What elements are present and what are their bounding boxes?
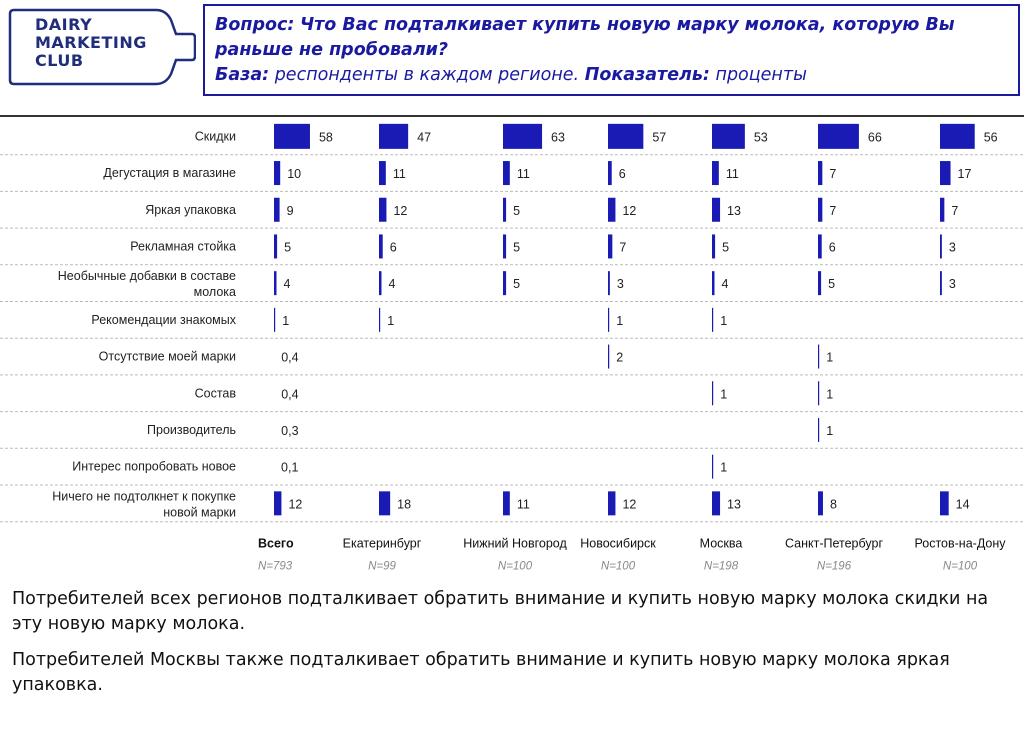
bar — [379, 161, 386, 185]
metric-label: Показатель: — [584, 65, 710, 85]
series-header: Новосибирск — [580, 536, 656, 551]
data-label: 11 — [392, 167, 406, 182]
base-line — [215, 63, 1008, 88]
data-label: 5 — [513, 277, 521, 292]
data-label: 13 — [727, 497, 741, 512]
bar — [274, 198, 280, 222]
bar — [608, 308, 609, 332]
data-label: 14 — [955, 497, 970, 512]
data-label: 13 — [727, 203, 741, 218]
question-label: Вопрос: — [215, 15, 295, 35]
bar — [940, 234, 942, 258]
data-label: 56 — [983, 130, 998, 145]
data-label: 7 — [951, 203, 959, 218]
bar — [818, 271, 821, 295]
data-label: 6 — [389, 240, 397, 255]
data-label: 4 — [721, 277, 729, 292]
series-header: Санкт-Петербург — [784, 536, 884, 551]
data-label: 63 — [551, 130, 565, 145]
data-label: 12 — [288, 497, 303, 512]
bar — [818, 124, 859, 149]
base-text: респонденты в каждом регионе. — [274, 65, 580, 85]
series-n-label: N=100 — [942, 560, 978, 573]
data-label: 0,4 — [281, 387, 299, 402]
question-line — [215, 13, 1008, 63]
data-label: 57 — [652, 130, 667, 145]
data-label: 5 — [828, 277, 836, 292]
metric-text: проценты — [715, 65, 807, 85]
category-label: Рекламная стойка — [130, 239, 236, 254]
data-label: 5 — [513, 240, 521, 255]
data-label: 1 — [720, 313, 728, 328]
bar — [274, 271, 276, 295]
logo-line-3: CLUB — [35, 51, 84, 70]
bar — [608, 124, 643, 149]
data-label: 8 — [829, 497, 837, 512]
bar — [940, 491, 949, 515]
series-n-label: N=196 — [816, 560, 852, 573]
data-label: 1 — [720, 387, 728, 402]
data-label: 1 — [616, 313, 624, 328]
bar — [608, 345, 609, 369]
category-label: Отсутствие моей марки — [98, 349, 236, 364]
bar — [940, 198, 944, 222]
base-label: База: — [215, 65, 270, 85]
data-label: 7 — [829, 167, 837, 182]
data-label: 5 — [513, 203, 521, 218]
footer-paragraph-1: Потребителей всех регионов подталкивает обратить внимание и купить новую марку молока скидки на эту новую марку молока. — [12, 589, 989, 634]
data-label: 3 — [616, 277, 624, 292]
bar — [379, 491, 390, 515]
data-label: 3 — [948, 240, 956, 255]
bar — [712, 161, 719, 185]
data-label: 1 — [387, 313, 395, 328]
data-label: 1 — [282, 313, 290, 328]
data-label: 1 — [826, 387, 834, 402]
bar — [503, 491, 510, 515]
data-label: 6 — [828, 240, 836, 255]
bar — [940, 271, 942, 295]
bar — [940, 124, 975, 149]
bar — [818, 381, 819, 405]
series-n-label: N=793 — [258, 560, 293, 573]
bar — [818, 161, 822, 185]
bar — [379, 124, 408, 149]
data-label: 7 — [829, 203, 837, 218]
bar — [379, 234, 383, 258]
bar — [274, 308, 275, 332]
data-label: 0,3 — [281, 423, 299, 438]
data-label: 4 — [283, 277, 291, 292]
data-label: 11 — [516, 497, 530, 512]
data-label: 53 — [753, 130, 768, 145]
series-header: Всего — [258, 536, 294, 551]
data-label: 7 — [619, 240, 627, 255]
bar — [503, 198, 506, 222]
bar — [818, 418, 819, 442]
bar — [379, 308, 380, 332]
bar-chart — [0, 116, 1024, 576]
bar — [818, 198, 822, 222]
data-label: 0,1 — [281, 460, 299, 475]
series-n-label: N=198 — [703, 560, 739, 573]
bar — [608, 198, 615, 222]
data-label: 1 — [826, 350, 834, 365]
bar — [379, 271, 381, 295]
category-label: Ничего не подтолкнет к покупке новой марки — [52, 489, 236, 520]
footer-paragraph-2: Потребителей Москвы также подталкивает обратить внимание и купить новую марку молока яркая упаковка. — [12, 650, 950, 695]
logo-line-1: DAIRY — [35, 15, 93, 34]
data-label: 11 — [725, 167, 739, 182]
series-n-label: N=99 — [368, 560, 396, 573]
data-label: 11 — [516, 167, 530, 182]
bar — [818, 345, 819, 369]
bar — [503, 234, 506, 258]
data-label: 9 — [286, 203, 294, 218]
bar — [608, 161, 612, 185]
bar — [503, 124, 542, 149]
data-label: 17 — [957, 167, 972, 182]
bar — [274, 234, 277, 258]
bar — [608, 271, 610, 295]
bar — [712, 308, 713, 332]
data-label: 3 — [948, 277, 956, 292]
series-header: Нижний Новгород — [463, 536, 567, 551]
data-label: 12 — [393, 203, 408, 218]
data-label: 66 — [867, 130, 882, 145]
bar — [608, 491, 615, 515]
category-label: Скидки — [194, 129, 236, 144]
question-box — [203, 4, 1020, 96]
logo-line-2: MARKETING — [35, 33, 147, 52]
bar — [712, 198, 720, 222]
bar — [274, 491, 281, 515]
series-n-label: N=100 — [497, 560, 533, 573]
data-label: 4 — [388, 277, 396, 292]
category-label: Необычные добавки в составе молока — [57, 269, 236, 300]
data-label: 58 — [318, 130, 333, 145]
bar — [818, 491, 823, 515]
bar — [274, 161, 280, 185]
bar — [608, 234, 612, 258]
data-label: 18 — [397, 497, 412, 512]
logo — [6, 4, 196, 88]
data-label: 10 — [287, 167, 302, 182]
bar — [503, 161, 510, 185]
data-label: 6 — [618, 167, 626, 182]
category-label: Состав — [194, 386, 236, 401]
category-label: Производитель — [147, 422, 236, 437]
series-header: Ростов-на-Дону — [914, 536, 1006, 551]
data-label: 0,4 — [281, 350, 299, 365]
question-text: Что Вас подталкивает купить новую марку молока, которую Вы раньше не пробовали? — [215, 15, 955, 60]
data-label: 2 — [616, 350, 624, 365]
data-label: 47 — [417, 130, 432, 145]
data-label: 1 — [826, 423, 834, 438]
series-header: Москва — [699, 536, 743, 551]
series-n-label: N=100 — [600, 560, 636, 573]
bar — [274, 124, 310, 149]
bar — [712, 234, 715, 258]
bar — [712, 491, 720, 515]
bar — [712, 271, 714, 295]
data-label: 1 — [720, 460, 728, 475]
bar — [712, 381, 713, 405]
category-label: Интерес попробовать новое — [72, 459, 236, 474]
data-label: 5 — [722, 240, 730, 255]
data-label: 5 — [284, 240, 292, 255]
data-label: 12 — [622, 497, 637, 512]
bar — [379, 198, 386, 222]
category-label: Рекомендации знакомых — [91, 312, 236, 327]
category-label: Яркая упаковка — [145, 202, 236, 217]
bar — [818, 234, 822, 258]
data-label: 12 — [622, 203, 637, 218]
bar — [503, 271, 506, 295]
bar — [712, 455, 713, 479]
bar — [940, 161, 951, 185]
bar — [712, 124, 745, 149]
series-header: Екатеринбург — [342, 536, 422, 551]
category-label: Дегустация в магазине — [103, 166, 236, 181]
